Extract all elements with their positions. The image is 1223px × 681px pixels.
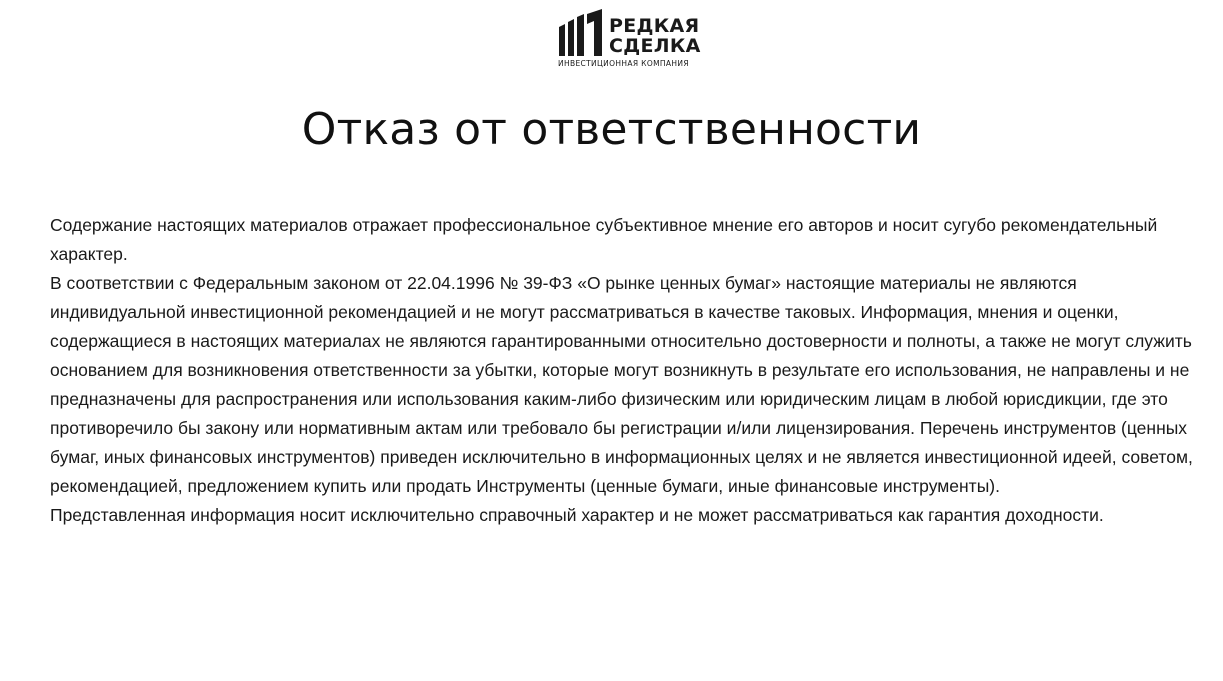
- paragraph-legal: В соответствии с Федеральным законом от 22.04.1996 № 39-ФЗ «О рынке ценных бумаг» настоящие материалы не являются индивидуальной инвестиционной рекомендацией и не могут рассматриваться в качестве таковых. Информация, мнения и оценки, содержащиеся в настоящих материалах не являются гарантированными относительно достоверности и полноты, а также не могут служить основанием для возникновения ответственности за убытки, которые могут возникнуть в результате его использования, не направлены и не предназначены для распространения или использования каким-либо физическим или юридическим лицам в любой юрисдикции, где это противоречило бы закону или нормативным актам или требовало бы регистрации и/или лицензирования. Перечень инструментов (ценных бумаг, иных финансовых инструментов) приведен исключительно в информационных целях и не является инвестиционной идеей, советом, рекомендацией, предложением купить или продать Инструменты (ценные бумаги, иные финансовые инструменты).: [50, 273, 1193, 496]
- logo-name-line1: РЕДКАЯ: [609, 15, 700, 37]
- buildings-icon: [557, 9, 605, 57]
- logo-name-line2: СДЕЛКА: [609, 35, 701, 57]
- logo-subtitle: ИНВЕСТИЦИОННАЯ КОМПАНИЯ: [558, 59, 689, 68]
- paragraph-reference: Представленная информация носит исключительно справочный характер и не может рассматриваться как гарантия доходности.: [50, 505, 1104, 525]
- logo-wordmark: [609, 16, 701, 56]
- disclaimer-text: [50, 211, 1210, 530]
- page-title: Отказ от ответственности: [301, 104, 922, 155]
- paragraph-opinion: Содержание настоящих материалов отражает профессиональное субъективное мнение его авторов и носит сугубо рекомендательный характер.: [50, 215, 1158, 264]
- company-logo[interactable]: [557, 9, 707, 69]
